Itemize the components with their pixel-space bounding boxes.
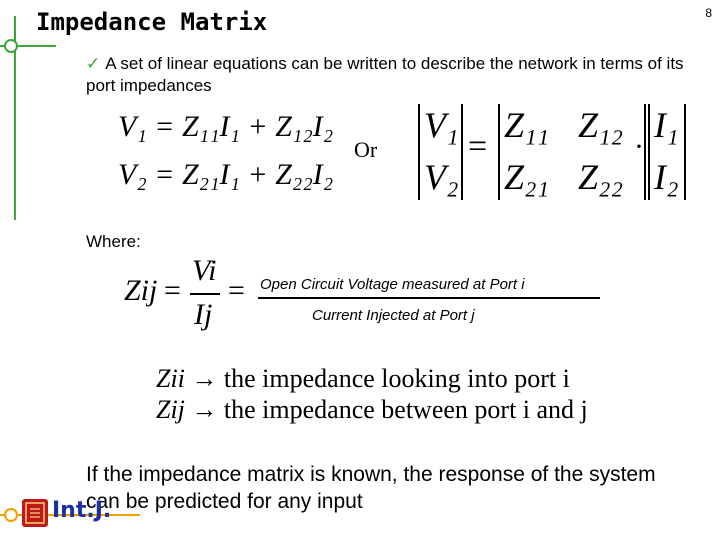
vi-numerator: Vi <box>192 254 217 287</box>
matrix-v1: V₁ <box>424 105 459 145</box>
ij-denominator: Ij <box>194 298 213 331</box>
logo-text: Int.J. <box>52 498 112 523</box>
zij-description: → the impedance between port i and j <box>191 395 588 424</box>
matrix-left-bar-2 <box>498 104 500 200</box>
zij-def-symbol: Zij <box>156 395 185 424</box>
zii-symbol: Zii <box>156 364 185 393</box>
page-title: Impedance Matrix <box>36 8 268 36</box>
matrix-z11: Z₁₁ <box>504 105 550 145</box>
matrix-right-bar-2 <box>644 104 646 200</box>
definition-zii <box>156 364 570 394</box>
matrix-z12: Z₁₂ <box>578 105 624 145</box>
matrix-i2: I₂ <box>654 157 679 197</box>
where-label: Where: <box>86 232 141 251</box>
matrix-left-bar-1 <box>418 104 420 200</box>
matrix-right-bar-3 <box>684 104 686 200</box>
bullet-text: A set of linear equations can be written to describe the network in terms of its port impedances <box>86 54 684 95</box>
fraction-bar-2 <box>258 297 600 299</box>
matrix-left-bar-3 <box>648 104 650 200</box>
university-seal-icon <box>22 499 48 527</box>
checkmark-icon: ✓ <box>86 54 101 73</box>
equals-sign-1: = <box>164 274 181 307</box>
matrix-v2: V₂ <box>424 157 459 197</box>
zij-symbol: Zij <box>124 274 158 307</box>
or-label: Or <box>354 137 378 162</box>
fraction-bar-1 <box>190 293 220 295</box>
equation-line-1: V₁ = Z₁₁I₁ + Z₁₂I₂ <box>118 110 334 143</box>
fraction-numerator-text: Open Circuit Voltage measured at Port i <box>260 276 525 293</box>
definition-zij <box>156 395 588 425</box>
conclusion-text: If the impedance matrix is known, the response of the system can be predicted for any input <box>86 463 656 513</box>
matrix-z22: Z₂₂ <box>578 157 624 197</box>
matrix-z21: Z₂₁ <box>504 157 550 197</box>
zii-description: → the impedance looking into port i <box>191 364 570 393</box>
matrix-right-bar-1 <box>461 104 463 200</box>
fraction-denominator-text: Current Injected at Port j <box>312 307 475 324</box>
bullet-point <box>86 53 696 97</box>
accent-circle-icon <box>4 39 18 53</box>
matrix-dot: · <box>634 130 644 163</box>
matrix-equals: = <box>468 128 488 165</box>
page-number: 8 <box>705 6 712 20</box>
matrix-i1: I₁ <box>654 105 679 145</box>
equation-line-2: V₂ = Z₂₁I₁ + Z₂₂I₂ <box>118 158 334 191</box>
equals-sign-2: = <box>228 274 245 307</box>
footer-circle-icon <box>4 508 18 522</box>
